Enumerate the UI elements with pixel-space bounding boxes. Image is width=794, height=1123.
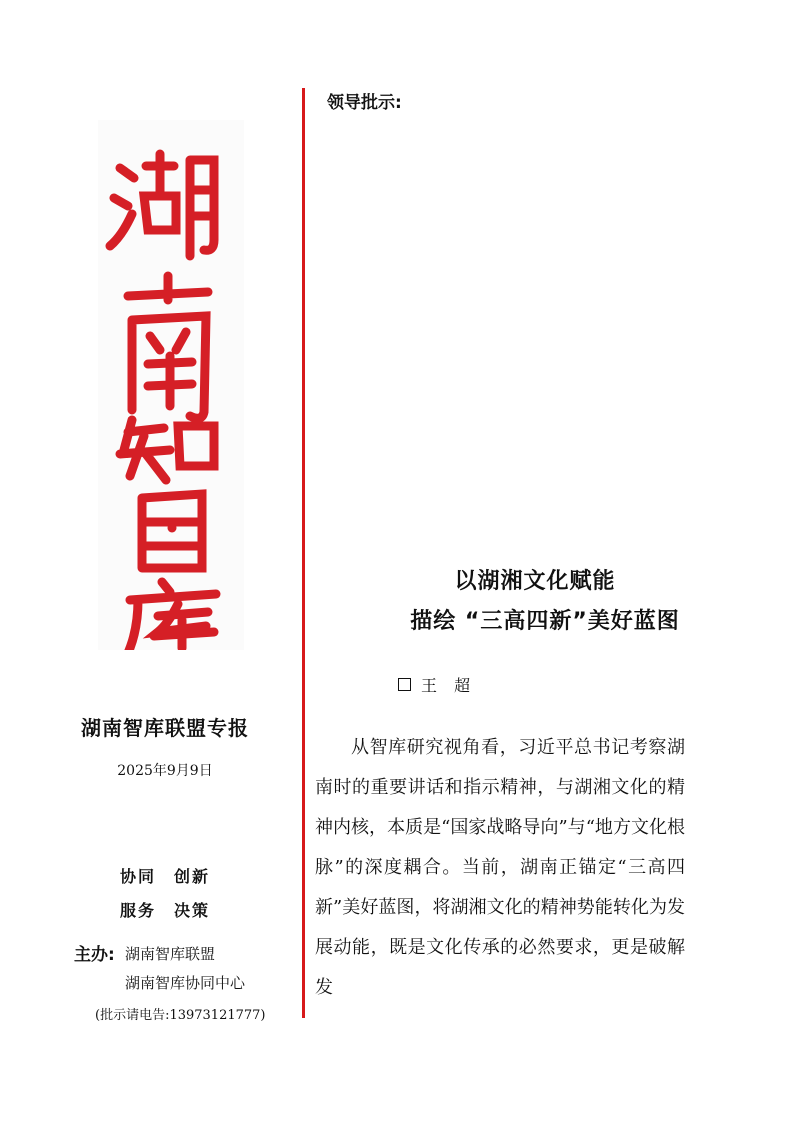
body-paragraph: 从智库研究视角看，习近平总书记考察湖南时的重要讲话和指示精神，与湖湘文化的精神内核，本质是“国家战略导向”与“地方文化根脉”的深度耦合。当前，湖南正锚定“三高四新”美好蓝图，将湖湘文化的精神势能转化为发展动能，既是文化传承的必然要求，更是破解发 <box>315 737 685 998</box>
calligraphy-logo <box>98 120 244 650</box>
article-title-line-1: 以湖湘文化赋能 <box>454 569 616 594</box>
content-column <box>305 0 794 1123</box>
host-organization-1: 湖南智库联盟 <box>125 945 216 963</box>
calligraphy-title-image <box>98 120 244 650</box>
masthead-column <box>0 0 300 1123</box>
motto-line-2: 服务 决策 <box>119 901 210 920</box>
issue-date: 2025年9月9日 <box>117 763 213 779</box>
article-body <box>315 728 685 1008</box>
author-name: 王 超 <box>421 676 477 695</box>
host-organization-2: 湖南智库协同中心 <box>125 974 246 992</box>
brand-title: 湖南智库联盟专报 <box>81 716 249 740</box>
article-title-line-2: 描绘 “三高四新”美好蓝图 <box>410 609 680 634</box>
square-box-icon <box>398 678 411 691</box>
motto-line-1: 协同 创新 <box>119 867 210 886</box>
leader-instructions-label: 领导批示: <box>327 93 402 113</box>
author-line <box>398 673 476 696</box>
contact-phone-note: (批示请电告:13973121777) <box>95 1008 266 1023</box>
host-label: 主办: <box>74 945 115 965</box>
